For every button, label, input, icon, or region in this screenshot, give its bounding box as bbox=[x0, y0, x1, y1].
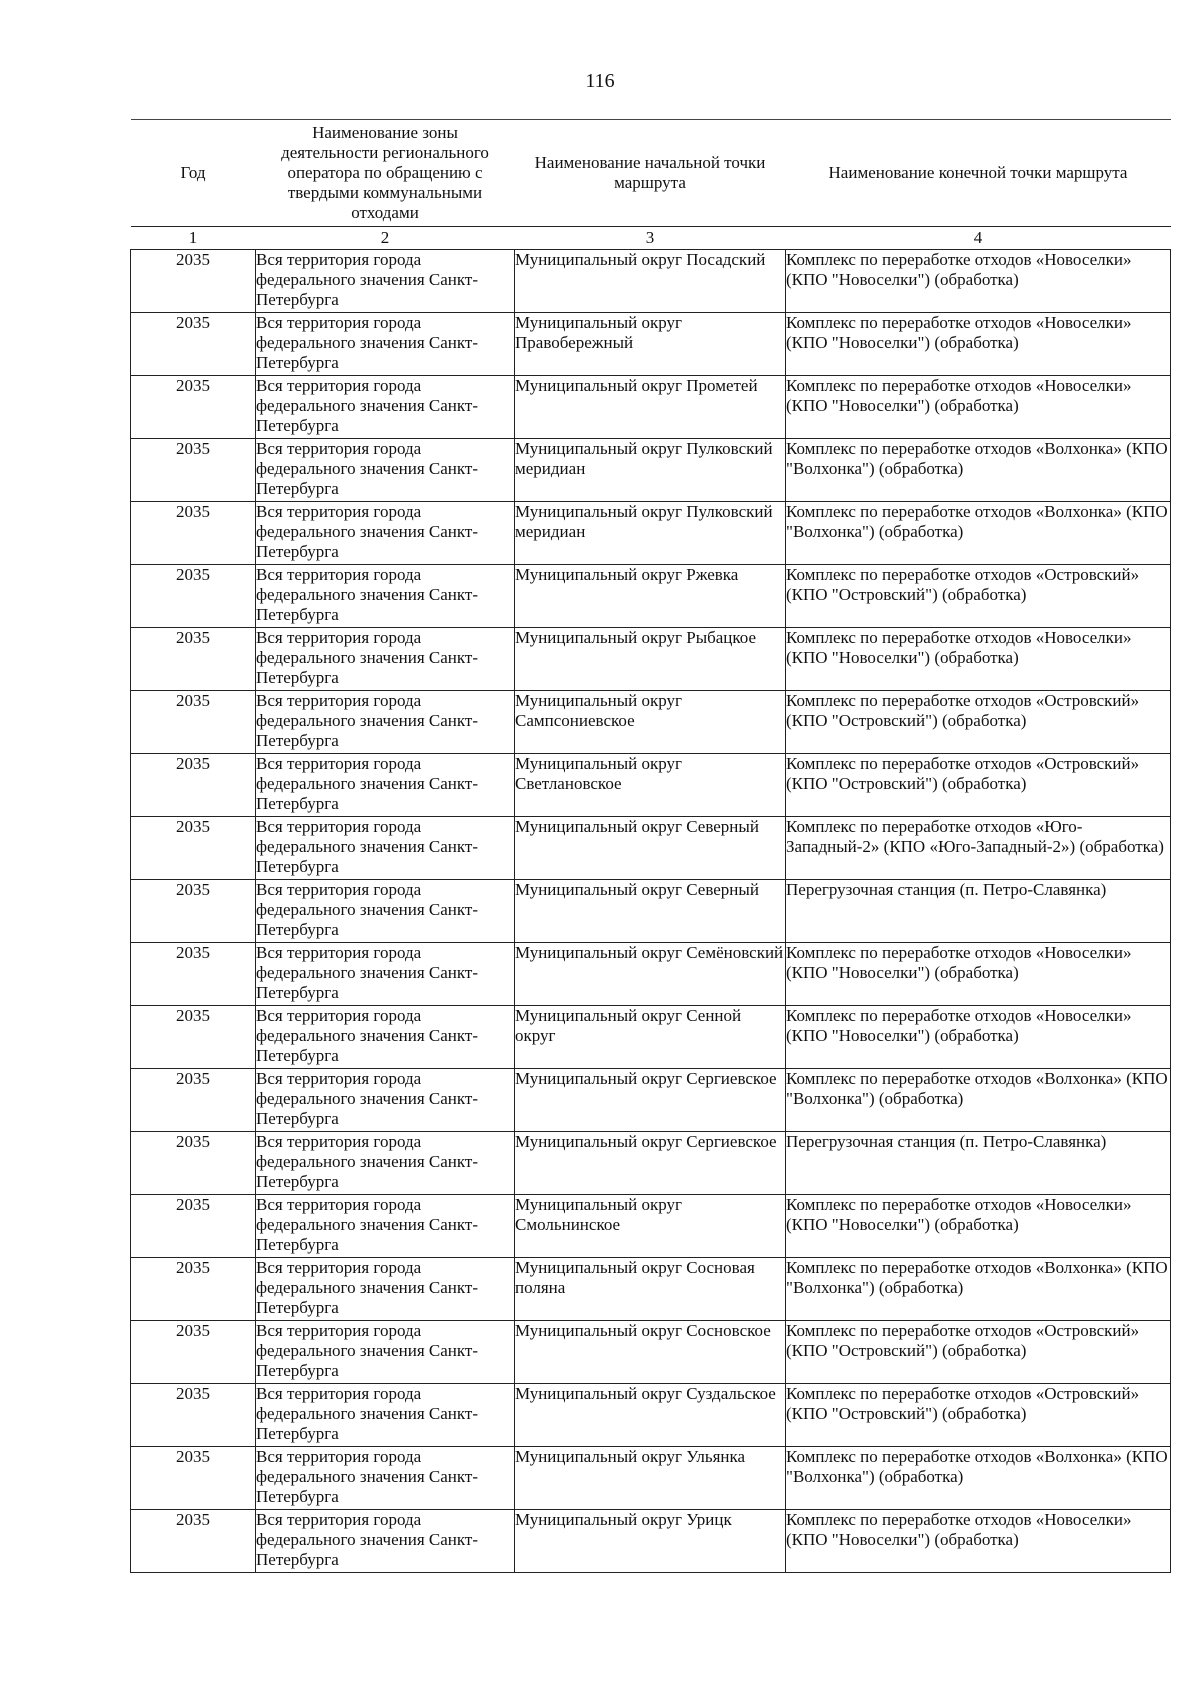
zone-cell: Вся территория города федерального значения Санкт-Петербурга bbox=[256, 1069, 515, 1132]
table-row bbox=[131, 565, 1171, 628]
year-cell: 2035 bbox=[131, 313, 256, 376]
zone-cell: Вся территория города федерального значения Санкт-Петербурга bbox=[256, 1195, 515, 1258]
start-point-cell: Муниципальный округ Семёновский bbox=[515, 943, 786, 1006]
table-row bbox=[131, 817, 1171, 880]
table-row bbox=[131, 1195, 1171, 1258]
zone-cell: Вся территория города федерального значения Санкт-Петербурга bbox=[256, 1258, 515, 1321]
table-row bbox=[131, 1384, 1171, 1447]
end-point-cell: Комплекс по переработке отходов «Новоселки» (КПО "Новоселки") (обработка) bbox=[786, 376, 1171, 439]
end-point-cell: Комплекс по переработке отходов «Волхонка» (КПО "Волхонка") (обработка) bbox=[786, 439, 1171, 502]
end-point-cell: Комплекс по переработке отходов «Волхонка» (КПО "Волхонка") (обработка) bbox=[786, 1258, 1171, 1321]
zone-cell: Вся территория города федерального значения Санкт-Петербурга bbox=[256, 1447, 515, 1510]
year-cell: 2035 bbox=[131, 943, 256, 1006]
table-row bbox=[131, 1321, 1171, 1384]
start-point-cell: Муниципальный округ Светлановское bbox=[515, 754, 786, 817]
year-cell: 2035 bbox=[131, 1258, 256, 1321]
zone-cell: Вся территория города федерального значения Санкт-Петербурга bbox=[256, 817, 515, 880]
zone-cell: Вся территория города федерального значения Санкт-Петербурга bbox=[256, 565, 515, 628]
table-row bbox=[131, 1258, 1171, 1321]
start-point-cell: Муниципальный округ Сампсониевское bbox=[515, 691, 786, 754]
routes-table bbox=[130, 119, 1171, 1573]
zone-cell: Вся территория города федерального значения Санкт-Петербурга bbox=[256, 1321, 515, 1384]
end-point-cell: Комплекс по переработке отходов «Новоселки» (КПО "Новоселки") (обработка) bbox=[786, 313, 1171, 376]
table-row bbox=[131, 1510, 1171, 1573]
table-row bbox=[131, 1132, 1171, 1195]
start-point-cell: Муниципальный округ Урицк bbox=[515, 1510, 786, 1573]
zone-cell: Вся территория города федерального значения Санкт-Петербурга bbox=[256, 754, 515, 817]
table-row bbox=[131, 628, 1171, 691]
page-number: 116 bbox=[585, 70, 615, 92]
end-point-cell: Комплекс по переработке отходов «Новоселки» (КПО "Новоселки") (обработка) bbox=[786, 1510, 1171, 1573]
start-point-cell: Муниципальный округ Сосновское bbox=[515, 1321, 786, 1384]
column-number: 3 bbox=[645, 228, 655, 247]
table-row bbox=[131, 250, 1171, 313]
end-point-cell: Комплекс по переработке отходов «Островский» (КПО "Островский") (обработка) bbox=[786, 565, 1171, 628]
zone-cell: Вся территория города федерального значения Санкт-Петербурга bbox=[256, 880, 515, 943]
header-zone: Наименование зоны деятельности регионального оператора по обращению с твердыми коммунальными отходами bbox=[256, 120, 515, 227]
column-number: 4 bbox=[973, 228, 983, 247]
column-number: 2 bbox=[380, 228, 390, 247]
year-cell: 2035 bbox=[131, 880, 256, 943]
zone-cell: Вся территория города федерального значения Санкт-Петербурга bbox=[256, 250, 515, 313]
year-cell: 2035 bbox=[131, 1006, 256, 1069]
zone-cell: Вся территория города федерального значения Санкт-Петербурга bbox=[256, 691, 515, 754]
zone-cell: Вся территория города федерального значения Санкт-Петербурга bbox=[256, 1384, 515, 1447]
year-cell: 2035 bbox=[131, 1069, 256, 1132]
zone-cell: Вся территория города федерального значения Санкт-Петербурга bbox=[256, 1006, 515, 1069]
table-row bbox=[131, 691, 1171, 754]
end-point-cell: Комплекс по переработке отходов «Новоселки» (КПО "Новоселки") (обработка) bbox=[786, 250, 1171, 313]
table-row bbox=[131, 1069, 1171, 1132]
table-row bbox=[131, 376, 1171, 439]
year-cell: 2035 bbox=[131, 628, 256, 691]
table-row bbox=[131, 439, 1171, 502]
start-point-cell: Муниципальный округ Прометей bbox=[515, 376, 786, 439]
year-cell: 2035 bbox=[131, 376, 256, 439]
end-point-cell: Комплекс по переработке отходов «Волхонка» (КПО "Волхонка") (обработка) bbox=[786, 1069, 1171, 1132]
year-cell: 2035 bbox=[131, 1195, 256, 1258]
start-point-cell: Муниципальный округ Суздальское bbox=[515, 1384, 786, 1447]
column-number: 1 bbox=[188, 228, 198, 247]
end-point-cell: Комплекс по переработке отходов «Новоселки» (КПО "Новоселки") (обработка) bbox=[786, 943, 1171, 1006]
start-point-cell: Муниципальный округ Правобережный bbox=[515, 313, 786, 376]
zone-cell: Вся территория города федерального значения Санкт-Петербурга bbox=[256, 313, 515, 376]
year-cell: 2035 bbox=[131, 754, 256, 817]
table-row bbox=[131, 313, 1171, 376]
table-row bbox=[131, 502, 1171, 565]
table-row bbox=[131, 1006, 1171, 1069]
end-point-cell: Перегрузочная станция (п. Петро-Славянка) bbox=[786, 1132, 1171, 1195]
end-point-cell: Комплекс по переработке отходов «Волхонка» (КПО "Волхонка") (обработка) bbox=[786, 1447, 1171, 1510]
start-point-cell: Муниципальный округ Пулковский меридиан bbox=[515, 439, 786, 502]
zone-cell: Вся территория города федерального значения Санкт-Петербурга bbox=[256, 376, 515, 439]
end-point-cell: Перегрузочная станция (п. Петро-Славянка) bbox=[786, 880, 1171, 943]
year-cell: 2035 bbox=[131, 691, 256, 754]
year-cell: 2035 bbox=[131, 502, 256, 565]
zone-cell: Вся территория города федерального значения Санкт-Петербурга bbox=[256, 943, 515, 1006]
zone-cell: Вся территория города федерального значения Санкт-Петербурга bbox=[256, 439, 515, 502]
start-point-cell: Муниципальный округ Сосновая поляна bbox=[515, 1258, 786, 1321]
zone-cell: Вся территория города федерального значения Санкт-Петербурга bbox=[256, 502, 515, 565]
year-cell: 2035 bbox=[131, 439, 256, 502]
year-cell: 2035 bbox=[131, 1510, 256, 1573]
start-point-cell: Муниципальный округ Ржевка bbox=[515, 565, 786, 628]
table-row bbox=[131, 880, 1171, 943]
end-point-cell: Комплекс по переработке отходов «Островский» (КПО "Островский") (обработка) bbox=[786, 754, 1171, 817]
end-point-cell: Комплекс по переработке отходов «Новоселки» (КПО "Новоселки") (обработка) bbox=[786, 1006, 1171, 1069]
end-point-cell: Комплекс по переработке отходов «Новоселки» (КПО "Новоселки") (обработка) bbox=[786, 628, 1171, 691]
end-point-cell: Комплекс по переработке отходов «Островский» (КПО "Островский") (обработка) bbox=[786, 1384, 1171, 1447]
start-point-cell: Муниципальный округ Сергиевское bbox=[515, 1069, 786, 1132]
year-cell: 2035 bbox=[131, 565, 256, 628]
year-cell: 2035 bbox=[131, 817, 256, 880]
header-start-point: Наименование начальной точки маршрута bbox=[515, 120, 786, 227]
column-number-row bbox=[131, 227, 1171, 250]
start-point-cell: Муниципальный округ Рыбацкое bbox=[515, 628, 786, 691]
zone-cell: Вся территория города федерального значения Санкт-Петербурга bbox=[256, 1132, 515, 1195]
start-point-cell: Муниципальный округ Северный bbox=[515, 880, 786, 943]
end-point-cell: Комплекс по переработке отходов «Юго-Западный-2» (КПО «Юго-Западный-2») (обработка) bbox=[786, 817, 1171, 880]
end-point-cell: Комплекс по переработке отходов «Островский» (КПО "Островский") (обработка) bbox=[786, 1321, 1171, 1384]
year-cell: 2035 bbox=[131, 1321, 256, 1384]
end-point-cell: Комплекс по переработке отходов «Островский» (КПО "Островский") (обработка) bbox=[786, 691, 1171, 754]
header-year: Год bbox=[131, 120, 256, 227]
zone-cell: Вся территория города федерального значения Санкт-Петербурга bbox=[256, 628, 515, 691]
start-point-cell: Муниципальный округ Пулковский меридиан bbox=[515, 502, 786, 565]
header-row bbox=[131, 120, 1171, 227]
year-cell: 2035 bbox=[131, 1447, 256, 1510]
end-point-cell: Комплекс по переработке отходов «Новоселки» (КПО "Новоселки") (обработка) bbox=[786, 1195, 1171, 1258]
start-point-cell: Муниципальный округ Посадский bbox=[515, 250, 786, 313]
start-point-cell: Муниципальный округ Северный bbox=[515, 817, 786, 880]
start-point-cell: Муниципальный округ Сенной округ bbox=[515, 1006, 786, 1069]
start-point-cell: Муниципальный округ Смольнинское bbox=[515, 1195, 786, 1258]
table-row bbox=[131, 754, 1171, 817]
table-body bbox=[131, 250, 1171, 1573]
header-end-point: Наименование конечной точки маршрута bbox=[786, 120, 1171, 227]
table-row bbox=[131, 1447, 1171, 1510]
zone-cell: Вся территория города федерального значения Санкт-Петербурга bbox=[256, 1510, 515, 1573]
year-cell: 2035 bbox=[131, 1132, 256, 1195]
year-cell: 2035 bbox=[131, 250, 256, 313]
start-point-cell: Муниципальный округ Сергиевское bbox=[515, 1132, 786, 1195]
end-point-cell: Комплекс по переработке отходов «Волхонка» (КПО "Волхонка") (обработка) bbox=[786, 502, 1171, 565]
year-cell: 2035 bbox=[131, 1384, 256, 1447]
table-row bbox=[131, 943, 1171, 1006]
start-point-cell: Муниципальный округ Ульянка bbox=[515, 1447, 786, 1510]
